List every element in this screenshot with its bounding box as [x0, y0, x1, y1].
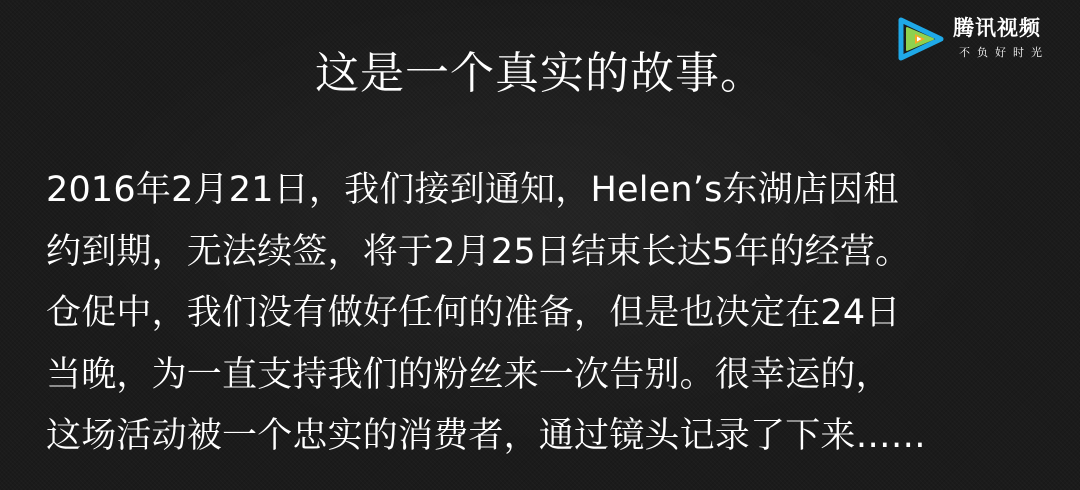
story-line: 2016年2月21日，我们接到通知，Helen’s东湖店因租 — [46, 170, 899, 210]
story-line: 这场活动被一个忠实的消费者，通过镜头记录了下来…… — [46, 416, 927, 456]
tencent-video-play-icon — [895, 16, 947, 62]
story-line: 约到期，无法续签，将于2月25日结束长达5年的经营。 — [46, 231, 911, 272]
watermark-brand-name: 腾讯视频 — [953, 16, 1041, 40]
story-line: 仓促中，我们没有做好任何的准备，但是也决定在24日 — [46, 293, 901, 333]
slide-title: 这是一个真实的故事。 — [315, 48, 765, 99]
watermark-slogan: 不负好时光 — [959, 46, 1049, 59]
tencent-video-watermark — [895, 12, 1070, 72]
story-paragraph — [46, 160, 1056, 468]
story-line: 当晚，为一直支持我们的粉丝来一次告别。很幸运的， — [46, 354, 891, 395]
